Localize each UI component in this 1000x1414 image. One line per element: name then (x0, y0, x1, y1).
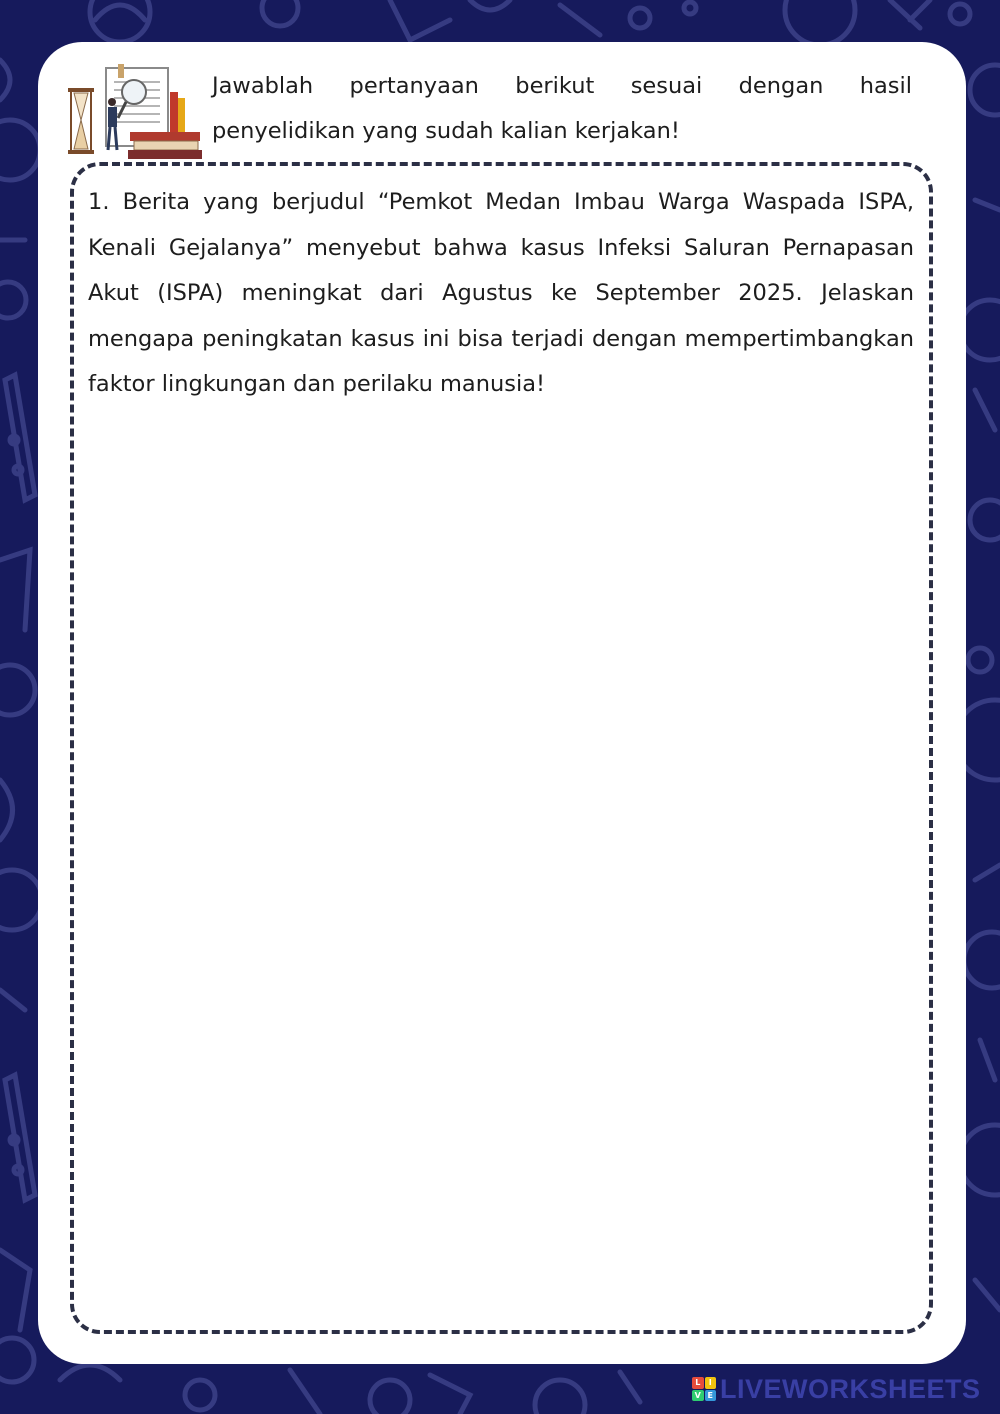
question-text: 1. Berita yang berjudul “Pemkot Medan Imbau Warga Waspada ISPA, Kenali Gejalanya” menyebut bahwa kasus Infeksi Saluran Pernapasan Akut (ISPA) meningkat dari Agustus ke September 2025. Jelaskan mengapa peningkatan kasus ini bisa terjadi dengan mempertimbangkan faktor lingkungan dan perilaku manusia! (88, 189, 914, 397)
logo-letter: E (705, 1390, 717, 1402)
liveworksheets-branding (692, 1373, 981, 1404)
instruction-text: Jawablah pertanyaan berikut sesuai dengan hasil penyelidikan yang sudah kalian kerjakan! (212, 73, 912, 144)
hourglass-documents-books-icon (66, 62, 204, 160)
brand-name: LIVEWORKSHEETS (720, 1373, 981, 1404)
logo-letter: L (692, 1377, 704, 1389)
liveworksheets-logo-icon (692, 1377, 716, 1401)
logo-letter: I (705, 1377, 717, 1389)
logo-letter: V (692, 1390, 704, 1402)
answer-input-area[interactable] (84, 410, 918, 1320)
